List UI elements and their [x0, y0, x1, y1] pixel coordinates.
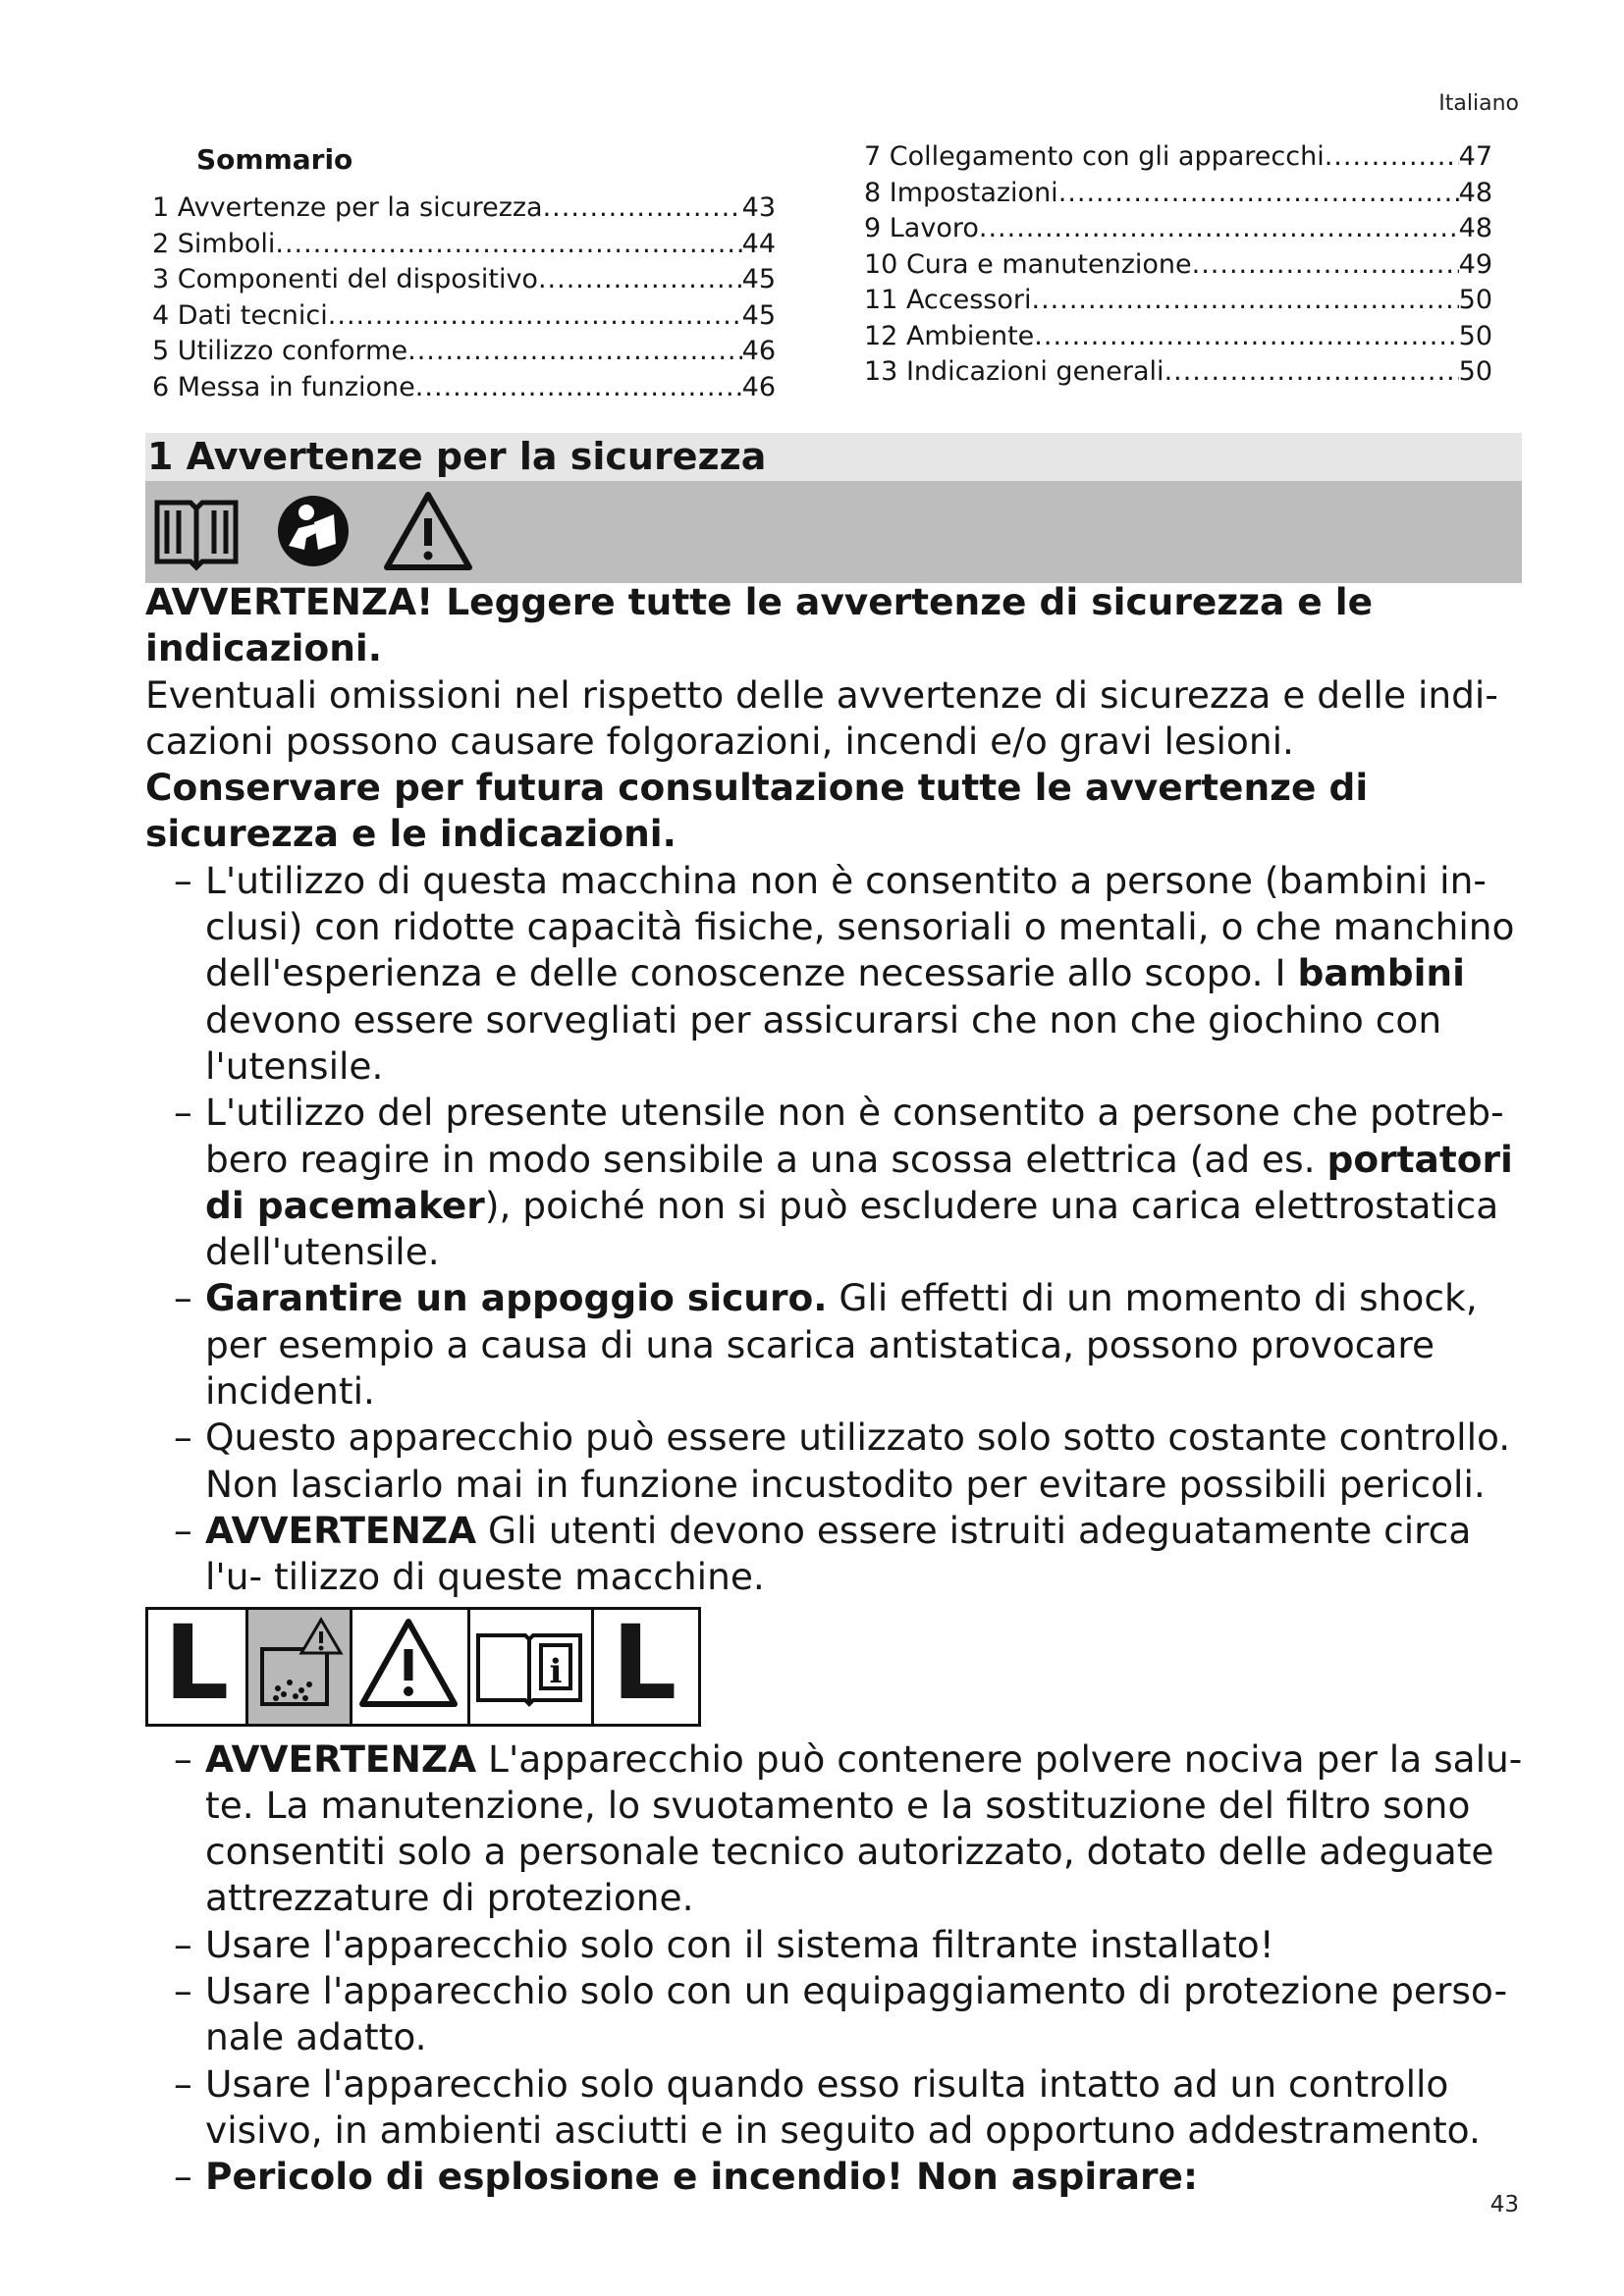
toc-entry[interactable]	[152, 370, 776, 406]
list-item-emphasis: AVVERTENZA	[205, 1736, 477, 1781]
toc-leader-dots	[407, 334, 742, 370]
list-item-text: Usare l'apparecchio solo con un equipaggiamento di protezione perso- nale adatto.	[205, 1969, 1508, 2059]
toc-leader-dots	[538, 262, 742, 298]
toc-entry-page: 45	[741, 299, 776, 331]
toc-entry-page: 50	[1458, 285, 1492, 315]
pictogram-row	[145, 1602, 1540, 1735]
warning-triangle-icon	[352, 1610, 470, 1724]
list-dash: –	[174, 1969, 192, 2013]
list-item-text: Gli effetti di un momento di shock, per esempio a causa di una scarica antistatica, possono provocare incidenti.	[205, 1276, 1478, 1414]
read-manual-icon	[151, 489, 242, 573]
toc-entry[interactable]	[864, 211, 1492, 247]
toc-leader-dots	[1164, 354, 1459, 391]
list-dash: –	[174, 2061, 192, 2106]
keep-instructions: Conservare per futura consultazione tutte le avvertenze di sicurezza e le indicazioni.	[145, 766, 1369, 856]
toc-entry-label: 11 Accessori	[864, 285, 1032, 315]
list-item-text: Usare l'apparecchio solo con il sistema filtrante installato!	[205, 1922, 1274, 1966]
list-item	[145, 2154, 1540, 2200]
toc-title: Sommario	[196, 143, 353, 176]
warning-triangle-icon	[381, 489, 475, 573]
list-item-text: Questo apparecchio può essere utilizzato solo sotto costante controllo. Non lasciarlo mai in funzione incustodito per evitare possibili pericoli.	[205, 1415, 1511, 1506]
toc-entry[interactable]	[864, 176, 1492, 212]
toc-left-column	[152, 190, 776, 405]
list-item-text: Gli utenti devono essere istruiti adeguatamente circa l'u- tilizzo di queste macchine.	[205, 1508, 1472, 1599]
toc-entry-label: 7 Collegamento con gli apparecchi	[864, 141, 1325, 172]
toc-entry-label: 9 Lavoro	[864, 213, 979, 243]
list-dash: –	[174, 1415, 192, 1460]
read-instructions-icon	[271, 489, 355, 573]
toc-leader-dots	[1192, 247, 1459, 284]
toc-entry-label: 10 Cura e manutenzione	[864, 248, 1192, 280]
toc-entry-page: 43	[741, 192, 776, 223]
pictogram-strip	[145, 1602, 701, 1727]
toc-entry-page: 49	[1458, 248, 1492, 280]
toc-entry[interactable]	[152, 334, 776, 370]
list-item-text: ), poiché non si può escludere una carica elettrostatica dell'utensile.	[205, 1183, 1499, 1274]
list-item-emphasis: AVVERTENZA	[205, 1508, 477, 1552]
dust-class-L-icon: L	[148, 1610, 248, 1724]
toc-entry-page: 46	[741, 371, 776, 402]
toc-leader-dots	[979, 211, 1459, 247]
toc-entry-label: 13 Indicazioni generali	[864, 356, 1164, 387]
list-item	[145, 2061, 1540, 2155]
toc-entry-label: 6 Messa in funzione	[152, 371, 415, 402]
toc-entry-page: 47	[1458, 141, 1492, 172]
toc-entry-label: 5 Utilizzo conforme	[152, 336, 408, 366]
toc-leader-dots	[1058, 176, 1459, 212]
warning-list-2	[145, 1736, 1540, 2201]
warning-text: Eventuali omissioni nel rispetto delle avvertenze di sicurezza e delle indi- cazioni possono causare folgorazioni, incendi e/o gravi lesioni.	[145, 672, 1498, 763]
toc-entry-label: 1 Avvertenze per la sicurezza	[152, 192, 543, 223]
svg-text:i: i	[549, 1651, 563, 1691]
list-dash: –	[174, 1276, 192, 1320]
toc-leader-dots	[1032, 283, 1459, 319]
list-item-emphasis: Garantire un appoggio sicuro.	[205, 1276, 828, 1320]
list-item	[145, 1090, 1540, 1275]
list-item-text: devono essere sorvegliati per assicurarsi che non che giochino con l'utensile.	[205, 997, 1442, 1088]
toc-leader-dots	[415, 370, 742, 406]
toc-leader-dots	[1325, 139, 1459, 176]
toc-entry-page: 45	[741, 264, 776, 294]
list-item-emphasis: portatori di pacemaker	[205, 1137, 1513, 1227]
toc-entry[interactable]	[864, 139, 1492, 176]
safety-text	[145, 579, 1540, 2201]
list-dash: –	[174, 1091, 192, 1135]
toc-entry-label: 8 Impostazioni	[864, 177, 1058, 208]
language-label: Italiano	[1438, 91, 1519, 116]
list-item	[145, 1508, 1540, 1601]
toc-entry-label: 2 Simboli	[152, 228, 276, 259]
hazardous-dust-icon	[248, 1610, 352, 1724]
toc-leader-dots	[275, 227, 741, 263]
toc-entry[interactable]	[152, 227, 776, 263]
toc-entry-page: 48	[1458, 213, 1492, 243]
list-item	[145, 1736, 1540, 1922]
toc-entry[interactable]	[152, 298, 776, 335]
list-dash: –	[174, 1922, 192, 1966]
toc-entry-page: 46	[741, 336, 776, 366]
toc-entry-label: 3 Componenti del dispositivo	[152, 264, 538, 294]
list-item-text: L'utilizzo di questa macchina non è consentito a persone (bambini in- clusi) con ridotte capacità fisiche, sensoriali o mentali, o che manchino dell'esperienza e delle conoscenze necessarie allo scopo. I	[205, 858, 1515, 995]
list-item-emphasis: bambini	[1297, 951, 1465, 995]
list-item	[145, 1968, 1540, 2061]
list-dash: –	[174, 1508, 192, 1552]
list-dash: –	[174, 1736, 192, 1781]
toc-entry[interactable]	[864, 283, 1492, 319]
toc-right-column	[864, 139, 1492, 391]
list-item-text: L'apparecchio può contenere polvere nociva per la salu- te. La manutenzione, lo svuotamento e la sostituzione del filtro sono consentiti solo a personale tecnico autorizzato, dotato delle adeguate attrezzature di protezione.	[205, 1736, 1523, 1920]
dust-class-L-icon: L	[612, 1602, 677, 1723]
toc-entry-label: 4 Dati tecnici	[152, 299, 328, 331]
toc-leader-dots	[543, 190, 742, 227]
toc-entry-page: 44	[741, 228, 776, 259]
read-manual-info-icon	[470, 1610, 594, 1724]
toc-entry[interactable]	[152, 190, 776, 227]
toc-entry[interactable]	[864, 247, 1492, 284]
page-number: 43	[1489, 2192, 1519, 2217]
safety-icon-band	[145, 481, 1522, 583]
toc-entry-label: 12 Ambiente	[864, 320, 1035, 351]
list-dash: –	[174, 2155, 192, 2199]
toc-entry-page: 50	[1458, 356, 1492, 387]
list-item-emphasis: Pericolo di esplosione e incendio! Non aspirare:	[205, 2155, 1198, 2199]
list-item	[145, 858, 1540, 1090]
warning-list-1	[145, 858, 1540, 1601]
toc-entry-page: 50	[1458, 320, 1492, 351]
toc-leader-dots	[1034, 319, 1458, 355]
toc-entry[interactable]	[864, 354, 1492, 391]
toc-leader-dots	[328, 298, 742, 335]
warning-heading: AVVERTENZA! Leggere tutte le avvertenze di sicurezza e le indicazioni.	[145, 580, 1374, 670]
toc-entry-page: 48	[1458, 177, 1492, 208]
list-item	[145, 1275, 1540, 1415]
toc-entry[interactable]	[864, 319, 1492, 355]
section-title: 1 Avvertenze per la sicurezza	[145, 433, 1522, 481]
list-dash: –	[174, 858, 192, 902]
list-item-text: Usare l'apparecchio solo quando esso risulta intatto ad un controllo visivo, in ambienti asciutti e in seguito ad opportuno addestramento.	[205, 2061, 1481, 2152]
list-item-text: L'utilizzo del presente utensile non è consentito a persone che potreb- bero reagire in modo sensibile a una scossa elettrica (ad es.	[205, 1091, 1504, 1181]
list-item	[145, 1922, 1540, 1968]
list-item	[145, 1415, 1540, 1508]
toc-entry[interactable]	[152, 262, 776, 298]
